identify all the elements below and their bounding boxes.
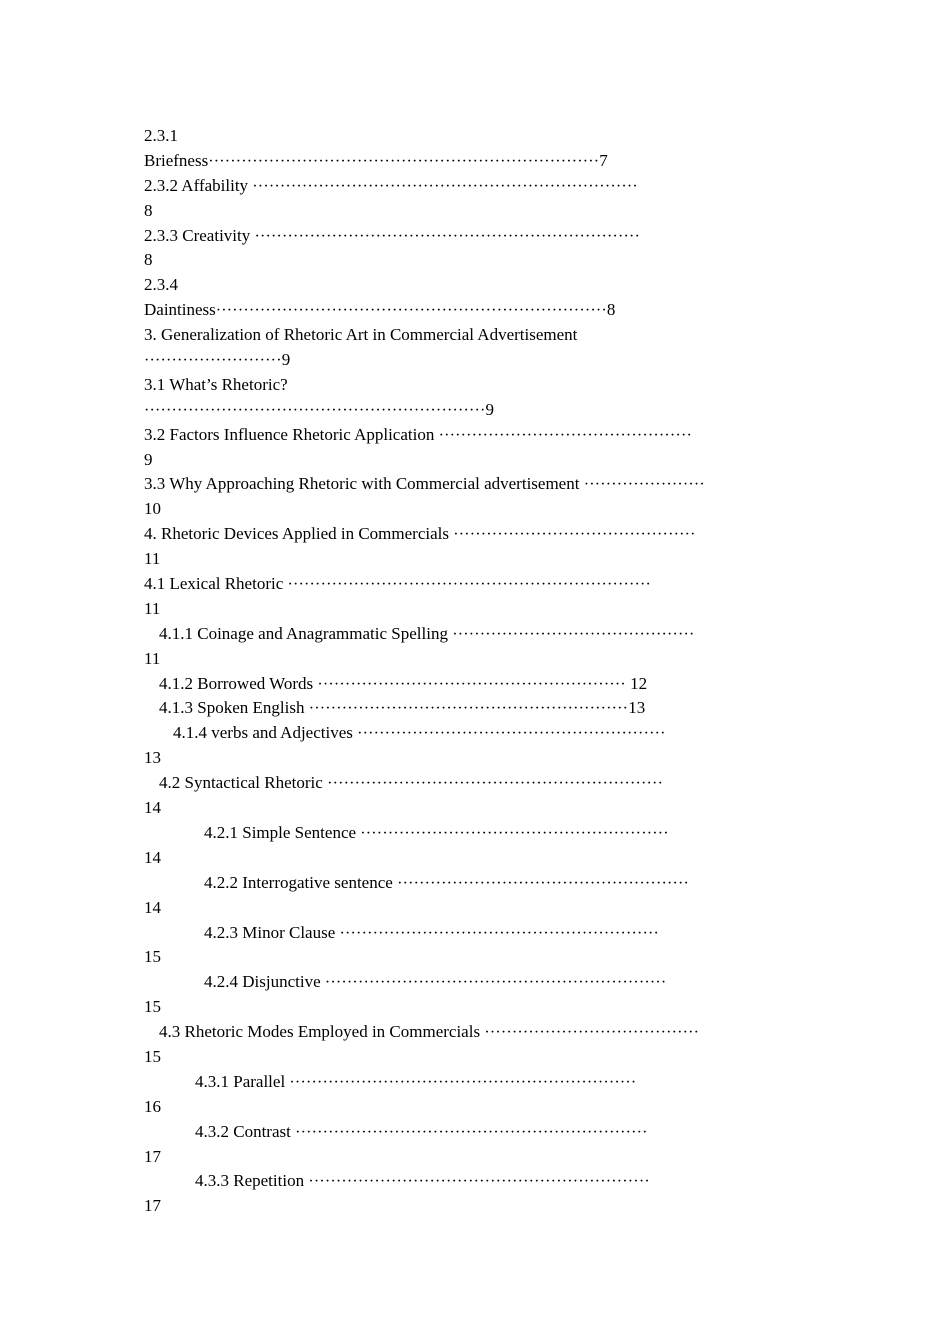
toc-entry-text: Daintiness xyxy=(144,300,216,320)
toc-line xyxy=(144,1145,809,1170)
toc-entry-text: 10 xyxy=(144,499,161,519)
toc-line xyxy=(144,298,809,323)
toc-entry-text: 4.3.2 Contrast xyxy=(195,1121,296,1141)
toc-entry-text: 4.2.2 Interrogative sentence xyxy=(204,872,398,892)
toc-line xyxy=(144,672,809,697)
toc-entry-text: 17 xyxy=(144,1196,161,1216)
toc-dot-leader: ·············································· xyxy=(438,426,692,444)
toc-entry-text: 4.1.4 verbs and Adjectives xyxy=(173,723,358,743)
toc-dot-leader: ······································································· xyxy=(215,302,607,320)
toc-line xyxy=(144,970,809,995)
toc-entry-text: 2.3.1 xyxy=(144,126,178,145)
toc-entry-text: 3.1 What’s Rhetoric? xyxy=(144,374,288,394)
toc-dot-leader: ························································ xyxy=(317,675,626,693)
toc-dot-leader: ······································································ xyxy=(252,177,638,195)
toc-entry-text: 2.3.4 xyxy=(144,275,178,295)
toc-dot-leader: ······································································ xyxy=(254,227,641,245)
toc-dot-leader: ······························································· xyxy=(289,1073,637,1091)
toc-entry-text: 4.2 Syntactical Rhetoric xyxy=(159,773,328,793)
toc-dot-leader: ·························································· xyxy=(339,924,660,942)
toc-line xyxy=(144,945,809,970)
toc-line xyxy=(144,647,809,672)
table-of-contents xyxy=(144,124,809,1219)
toc-line xyxy=(144,423,809,448)
toc-entry-text: 9 xyxy=(144,449,153,469)
toc-entry-text: 15 xyxy=(144,997,161,1017)
toc-entry-text: 2.3.3 Creativity xyxy=(144,225,255,245)
toc-line xyxy=(144,821,809,846)
toc-page-number: 8 xyxy=(606,300,616,320)
toc-entry-text: 4.2.4 Disjunctive xyxy=(204,972,325,992)
toc-page-number: 7 xyxy=(599,150,608,170)
toc-line xyxy=(144,522,809,547)
toc-line xyxy=(144,871,809,896)
toc-dot-leader: ······························································ xyxy=(144,401,486,419)
toc-entry-text: 11 xyxy=(144,598,161,618)
toc-line xyxy=(144,995,809,1020)
toc-line xyxy=(144,124,809,149)
toc-line xyxy=(144,373,809,398)
toc-dot-leader: ············································ xyxy=(452,625,695,643)
toc-line xyxy=(144,746,809,771)
toc-page-number: 9 xyxy=(485,399,495,419)
toc-entry-text: 17 xyxy=(144,1146,161,1166)
toc-line xyxy=(144,1194,809,1219)
toc-entry-text: 4.3.3 Repetition xyxy=(195,1171,309,1191)
toc-dot-leader: ······························································ xyxy=(308,1173,650,1191)
toc-line xyxy=(144,547,809,572)
toc-dot-leader: ·································································· xyxy=(287,576,652,594)
toc-line xyxy=(144,1045,809,1070)
toc-dot-leader: ································································ xyxy=(295,1123,648,1141)
toc-line xyxy=(144,1070,809,1095)
toc-entry-text: 8 xyxy=(144,200,153,220)
toc-line xyxy=(144,248,809,273)
toc-entry-text: 11 xyxy=(144,648,161,668)
toc-dot-leader: ······························································ xyxy=(324,974,667,992)
toc-entry-text: 4.2.1 Simple Sentence xyxy=(204,822,361,842)
toc-line xyxy=(144,199,809,224)
toc-line xyxy=(144,696,809,721)
toc-line xyxy=(144,497,809,522)
toc-entry-text: 15 xyxy=(144,947,161,967)
toc-dot-leader: ····················································· xyxy=(397,874,689,892)
toc-line xyxy=(144,448,809,473)
toc-line xyxy=(144,1120,809,1145)
toc-entry-text: 14 xyxy=(144,798,161,818)
toc-dot-leader: ······················ xyxy=(583,476,705,494)
toc-dot-leader: ························································ xyxy=(360,824,669,842)
toc-entry-text: 4.1.1 Coinage and Anagrammatic Spelling xyxy=(159,623,453,643)
toc-entry-text: 14 xyxy=(144,897,161,917)
toc-entry-text: 4.3 Rhetoric Modes Employed in Commercials xyxy=(159,1022,485,1042)
toc-entry-text: 3.2 Factors Influence Rhetoric Application xyxy=(144,424,439,444)
toc-line xyxy=(144,846,809,871)
toc-dot-leader: ······································· xyxy=(484,1024,700,1042)
toc-line xyxy=(144,323,809,348)
toc-line xyxy=(144,622,809,647)
toc-line xyxy=(144,896,809,921)
toc-line xyxy=(144,149,809,174)
toc-entry-text: Briefness xyxy=(144,150,209,170)
toc-page-number: 12 xyxy=(625,673,648,693)
toc-entry-text: 13 xyxy=(144,748,161,768)
toc-line xyxy=(144,921,809,946)
toc-dot-leader: ························································ xyxy=(357,725,666,743)
toc-entry-text: 15 xyxy=(144,1046,161,1066)
toc-line xyxy=(144,771,809,796)
toc-entry-text: 4.1 Lexical Rhetoric xyxy=(144,574,288,594)
toc-entry-text: 14 xyxy=(144,847,161,867)
toc-entry-text: 11 xyxy=(144,549,161,569)
toc-entry-text: 3.3 Why Approaching Rhetoric with Commercial advertisement xyxy=(144,474,584,494)
toc-dot-leader: ····························································· xyxy=(327,775,664,793)
toc-line xyxy=(144,572,809,597)
toc-entry-text: 8 xyxy=(144,250,153,270)
toc-line xyxy=(144,1020,809,1045)
toc-dot-leader: ············································ xyxy=(453,526,696,544)
toc-entry-text: 4.1.3 Spoken English xyxy=(159,698,309,718)
toc-entry-text: 4.2.3 Minor Clause xyxy=(204,922,340,942)
toc-entry-text: 4. Rhetoric Devices Applied in Commercials xyxy=(144,524,454,544)
toc-entry-text: 4.3.1 Parallel xyxy=(195,1071,290,1091)
toc-line xyxy=(144,472,809,497)
toc-line xyxy=(144,796,809,821)
toc-line xyxy=(144,597,809,622)
toc-line xyxy=(144,174,809,199)
toc-line xyxy=(144,348,809,373)
toc-dot-leader: ························· xyxy=(144,352,282,370)
toc-page-number: 9 xyxy=(281,350,291,370)
toc-entry-text: 16 xyxy=(144,1096,161,1116)
toc-page-number: 13 xyxy=(628,698,646,718)
toc-dot-leader: ·························································· xyxy=(308,700,629,718)
toc-line xyxy=(144,224,809,249)
toc-line xyxy=(144,721,809,746)
toc-line xyxy=(144,398,809,423)
toc-line xyxy=(144,1169,809,1194)
toc-line xyxy=(144,273,809,298)
toc-entry-text: 2.3.2 Affability xyxy=(144,175,253,195)
toc-line xyxy=(144,1095,809,1120)
toc-dot-leader: ······································································· xyxy=(208,152,600,170)
toc-entry-text: 3. Generalization of Rhetoric Art in Commercial Advertisement xyxy=(144,325,578,345)
toc-entry-text: 4.1.2 Borrowed Words xyxy=(159,673,318,693)
